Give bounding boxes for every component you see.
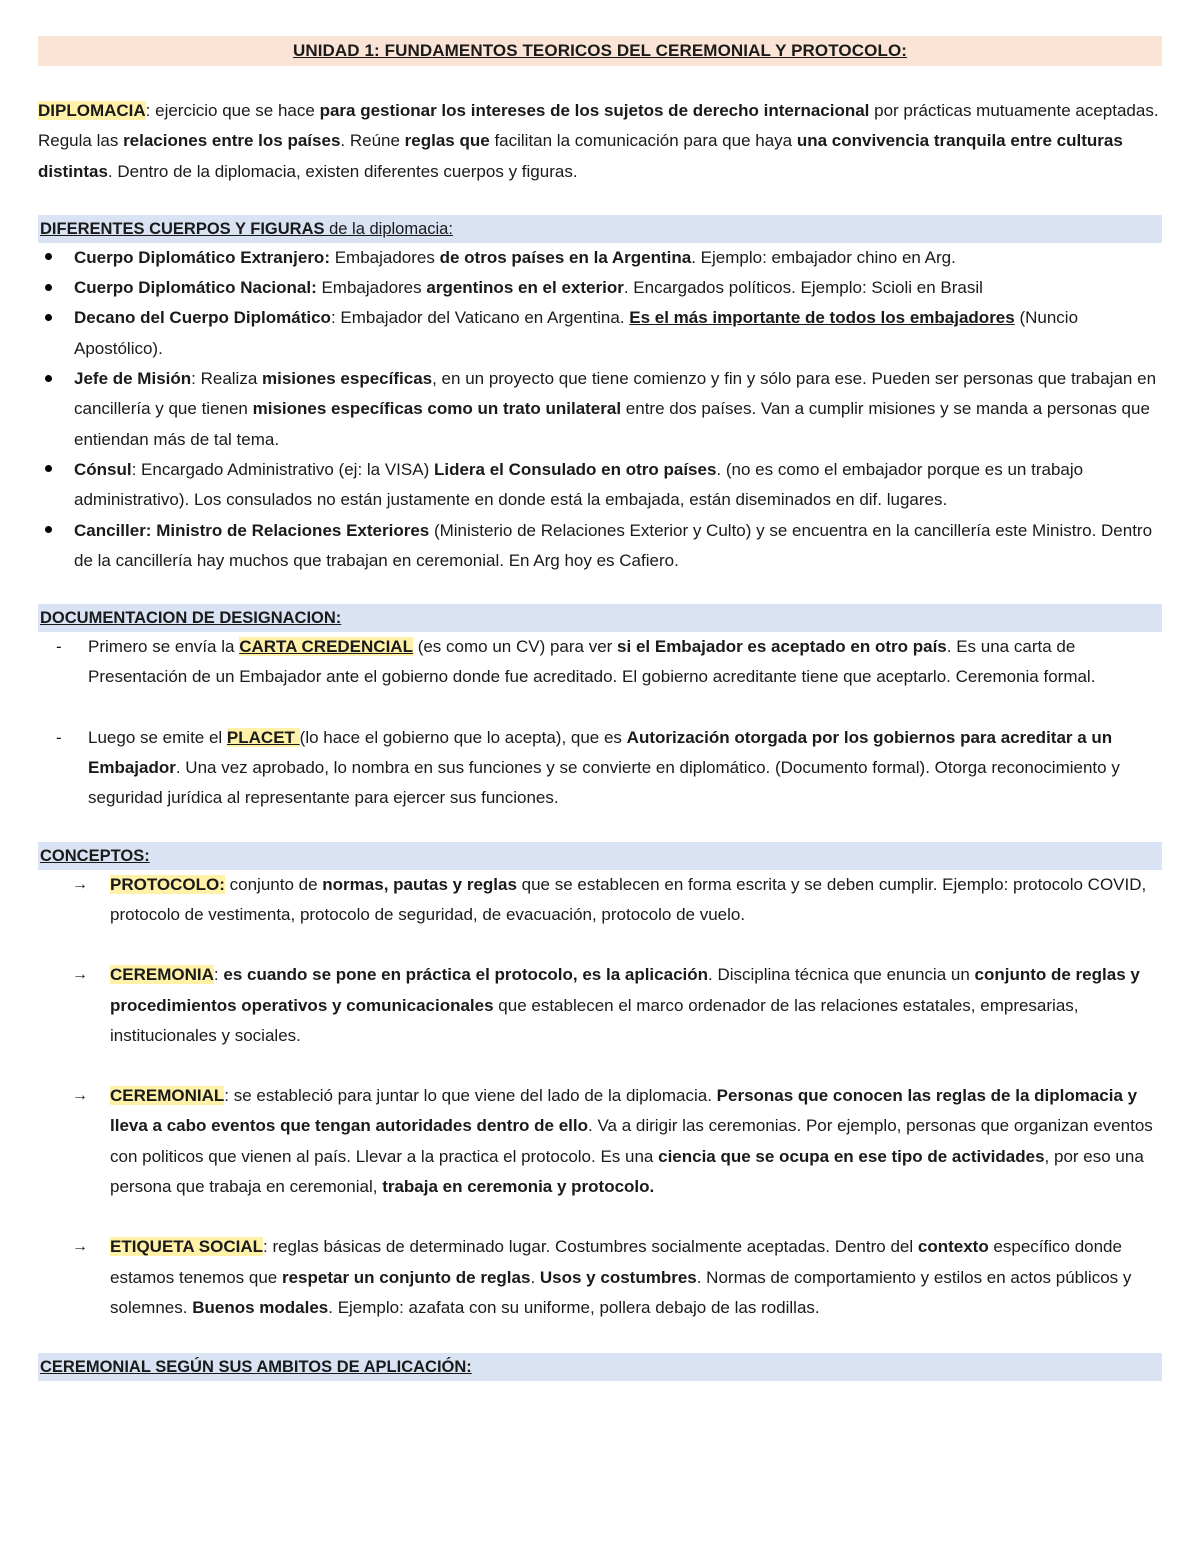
- text: . Una vez aprobado, lo nombra en sus funciones y se convierte en diplomático. (Documento formal). Otorga reconocimiento y seguridad jurídica al representante para ejercer sus funciones.: [88, 758, 1120, 808]
- bold-text: misiones específicas como un trato unilateral: [252, 399, 622, 419]
- bold-text: Buenos modales: [192, 1297, 329, 1317]
- section-heading-ambitos: [38, 1353, 1162, 1381]
- text: . Encargados políticos. Ejemplo: Scioli en Brasil: [623, 278, 983, 298]
- heading-rest: de la diplomacia:: [324, 219, 453, 238]
- bold-text: Canciller: Ministro de Relaciones Exteriores: [74, 520, 430, 540]
- section-heading-cuerpos: [38, 215, 1162, 243]
- spacer: [38, 1202, 1162, 1232]
- bold-text: Usos y costumbres: [539, 1267, 697, 1287]
- text: . Disciplina técnica que enuncia un: [708, 965, 975, 985]
- text: específico donde estamos tenemos que: [110, 1237, 1122, 1287]
- text: . Reúne: [340, 131, 405, 151]
- text: . Normas de comportamiento y estilos en actos públicos y solemnes.: [110, 1267, 1132, 1317]
- text: que se establecen en forma escrita y se deben cumplir. Ejemplo: protocolo COVID, protocolo de vestimenta, protocolo de seguridad, de evacuación, protocolo de vuelo.: [110, 874, 1147, 924]
- bullet-icon: [38, 364, 58, 394]
- list-item-placet: [38, 723, 1162, 814]
- bold-text: es cuando se pone en práctica el protocolo, es la aplicación: [223, 965, 709, 985]
- spacer: [38, 187, 1162, 215]
- arrow-right-icon: →: [72, 875, 88, 893]
- text: (lo hace el gobierno que lo acepta), que es: [299, 727, 627, 747]
- spacer: [38, 576, 1162, 604]
- document-page: [38, 36, 1162, 1381]
- arrow-right-icon: →: [72, 1238, 88, 1256]
- list-item: [38, 455, 1162, 516]
- text: Embajadores: [329, 247, 440, 267]
- text: facilitan la comunicación para que haya: [489, 131, 797, 151]
- bold-text: para gestionar los intereses de los sujetos de derecho internacional: [319, 101, 870, 120]
- concept-etiqueta-social: [38, 1232, 1162, 1323]
- text: , por eso una persona que trabaja en ceremonial,: [110, 1146, 1144, 1197]
- heading-text: [40, 220, 453, 238]
- text: Primero se envía la: [88, 637, 240, 657]
- underlined-text: Es el más importante de todos los embajadores: [629, 308, 1015, 328]
- text: : ejercicio que se hace: [145, 101, 320, 120]
- spacer: [38, 814, 1162, 842]
- text: : Embajador del Vaticano en Argentina.: [330, 308, 630, 328]
- text: :: [213, 965, 224, 985]
- dash-marker: -: [56, 727, 62, 747]
- list-item: [38, 364, 1162, 455]
- spacer: [38, 1323, 1162, 1353]
- section-heading-conceptos: [38, 842, 1162, 870]
- text: . (no es como el embajador porque es un trabajo administrativo). Los consulados no están justamente en donde está la embajada, están diseminados en dif. lugares.: [74, 459, 1084, 510]
- text: : reglas básicas de determinado lugar. Costumbres socialmente aceptadas. Dentro del: [263, 1237, 918, 1257]
- bold-text: argentinos en el exterior: [426, 278, 624, 298]
- text: (Nuncio Apostólico).: [74, 308, 1079, 358]
- spacer: [38, 66, 1162, 96]
- bold-text: respetar un conjunto de reglas: [281, 1267, 531, 1287]
- concept-ceremonia: [38, 960, 1162, 1051]
- text: . Ejemplo: azafata con su uniforme, pollera debajo de las rodillas.: [328, 1297, 820, 1317]
- bold-text: reglas que: [404, 131, 490, 151]
- bold-text: una convivencia tranquila entre culturas distintas: [38, 131, 1123, 181]
- highlight-term: PROTOCOLO:: [110, 874, 225, 894]
- arrow-right-icon: →: [72, 1087, 88, 1105]
- bold-text: Cuerpo Diplomático Nacional:: [74, 278, 317, 298]
- bullet-icon: [38, 516, 58, 546]
- text: , en un proyecto que tiene comienzo y fin y sólo para ese. Pueden ser personas que trabajan en cancillería y que tienen: [74, 369, 1157, 419]
- bullet-icon: [38, 243, 58, 273]
- bold-text: Personas que conocen las reglas de la diplomacia y lleva a cabo eventos que tengan autoridades dentro de ello: [110, 1086, 1138, 1136]
- text: . Es una carta de Presentación de un Embajador ante el gobierno donde fue acreditado. El gobierno acreditante tiene que aceptarlo. Ceremonia formal.: [88, 637, 1096, 687]
- dash-marker: -: [56, 637, 62, 657]
- bold-text: Cónsul: [74, 459, 132, 479]
- text: .: [530, 1267, 540, 1287]
- text: entre dos países. Van a cumplir misiones y se manda a personas que entiendan más de tal tema.: [74, 399, 1150, 449]
- spacer: [38, 1051, 1162, 1081]
- text: . Va a dirigir las ceremonias. Por ejemplo, personas que organizan eventos con politicos que vienen al país. Llevar a la practica el protocolo. Es una: [110, 1116, 1153, 1166]
- highlight-term: PLACET: [226, 727, 300, 747]
- concept-ceremonial: [38, 1081, 1162, 1202]
- bold-text: Decano del Cuerpo Diplomático: [74, 308, 331, 328]
- bold-text: Cuerpo Diplomático Extranjero:: [74, 247, 330, 267]
- arrow-right-icon: →: [72, 966, 88, 984]
- cuerpos-list: [38, 243, 1162, 576]
- diplomacia-paragraph: [38, 96, 1162, 187]
- list-item-carta-credencial: [38, 632, 1162, 693]
- heading-bold: DIFERENTES CUERPOS Y FIGURAS: [40, 219, 325, 238]
- concept-protocolo: [38, 870, 1162, 931]
- spacer: [38, 693, 1162, 723]
- list-item: [38, 303, 1162, 364]
- highlight-term: ETIQUETA SOCIAL: [110, 1237, 263, 1257]
- bold-text: normas, pautas y reglas: [322, 874, 517, 894]
- heading-text: CEREMONIAL SEGÚN SUS AMBITOS DE APLICACIÓN:: [40, 1358, 472, 1377]
- text: (Ministerio de Relaciones Exterior y Culto) y se encuentra en la cancillería este Ministro. Dentro de la cancillería hay muchos que trabajan en ceremonial. En Arg hoy es Cafiero.: [74, 520, 1153, 570]
- text: : Realiza: [191, 369, 263, 389]
- bold-text: contexto: [917, 1237, 989, 1257]
- spacer: [38, 930, 1162, 960]
- bullet-icon: [38, 273, 58, 303]
- bold-text: ciencia que se ocupa en ese tipo de actividades: [658, 1146, 1045, 1166]
- text: por prácticas mutuamente aceptadas. Regula las: [38, 101, 1159, 151]
- bold-text: conjunto de reglas y procedimientos operativos y comunicacionales: [110, 965, 1140, 1015]
- text: . Dentro de la diplomacia, existen diferentes cuerpos y figuras.: [107, 161, 578, 181]
- document-title: UNIDAD 1: FUNDAMENTOS TEORICOS DEL CEREMONIAL Y PROTOCOLO:: [38, 36, 1162, 66]
- highlight-term: CEREMONIAL: [110, 1086, 225, 1106]
- bold-text: misiones específicas: [262, 369, 433, 389]
- heading-text: DOCUMENTACION DE DESIGNACION:: [40, 609, 342, 628]
- bold-text: de otros países en la Argentina: [439, 247, 692, 267]
- text: (es como un CV) para ver: [412, 637, 618, 657]
- section-heading-documentacion: [38, 604, 1162, 632]
- bullet-icon: [38, 303, 58, 333]
- bold-text: Lidera el Consulado en otro países: [433, 459, 717, 479]
- bold-text: si el Embajador es aceptado en otro país: [617, 637, 947, 657]
- heading-text: CONCEPTOS:: [40, 846, 150, 865]
- list-item: [38, 273, 1162, 303]
- list-item: [38, 516, 1162, 577]
- bold-text: Autorización otorgada por los gobiernos para acreditar a un Embajador: [88, 727, 1113, 778]
- highlight-term: CEREMONIA: [110, 965, 214, 985]
- bold-text: relaciones entre los países: [123, 131, 341, 151]
- text: . Ejemplo: embajador chino en Arg.: [691, 247, 956, 267]
- bold-text: Jefe de Misión: [74, 369, 192, 389]
- text: : Encargado Administrativo (ej: la VISA): [131, 459, 434, 479]
- bold-text: trabaja en ceremonia y protocolo.: [382, 1177, 655, 1197]
- list-item: [38, 243, 1162, 273]
- highlight-term: CARTA CREDENCIAL: [239, 637, 413, 657]
- text: Luego se emite el: [88, 727, 227, 747]
- text: conjunto de: [224, 874, 323, 894]
- diplomacia-term: DIPLOMACIA: [38, 101, 146, 120]
- text: : se estableció para juntar lo que viene del lado de la diplomacia.: [224, 1086, 717, 1106]
- text: que establecen el marco ordenador de las relaciones estatales, empresarias, institucionales y sociales.: [110, 995, 1079, 1045]
- text: Embajadores: [316, 278, 427, 298]
- bullet-icon: [38, 455, 58, 485]
